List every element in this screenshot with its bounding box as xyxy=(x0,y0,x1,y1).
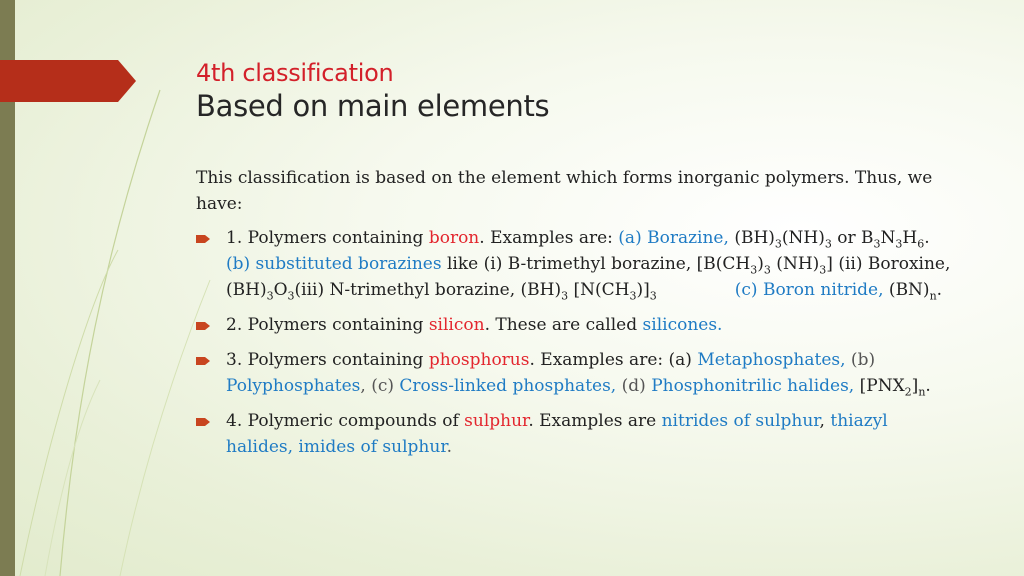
arrow-bullet-icon xyxy=(196,347,226,366)
example-link: thiazyl halides, imides of sulphur xyxy=(226,411,888,457)
arrow-bullet-icon xyxy=(196,408,226,427)
element-name: phosphorus xyxy=(428,350,530,370)
slide-subtitle: 4th classification xyxy=(196,59,394,87)
title-accent-arrow xyxy=(0,60,136,102)
arrow-bullet-icon xyxy=(196,312,226,331)
example-link: (a) Borazine, xyxy=(618,228,729,248)
example-link: Metaphosphates, xyxy=(697,350,846,370)
slide-body xyxy=(196,165,956,469)
example-link: silicones. xyxy=(642,315,723,335)
slide-title xyxy=(196,58,549,124)
example-link: Polyphosphates xyxy=(226,376,361,396)
bullet-item-sulphur xyxy=(196,408,956,460)
example-link: nitrides of sulphur xyxy=(661,411,820,431)
element-name: silicon xyxy=(428,315,485,335)
bullet-item-phosphorus xyxy=(196,347,956,399)
example-link: Phosphonitrilic halides, xyxy=(651,376,855,396)
bullet-text: 3. Polymers containing phosphorus. Examples are: (a) Metaphosphates, (b) Polyphosphates, (c) Cross-linked phosphates, (d) Phosphonitrilic halides, $[PNX_2]_n$. xyxy=(226,350,931,399)
example-link: (b) substituted borazines xyxy=(226,254,442,274)
example-link: Cross-linked phosphates, xyxy=(399,376,617,396)
bullet-text: 2. Polymers containing silicon. These are called silicones. xyxy=(226,315,723,335)
bullet-item-boron xyxy=(196,225,956,303)
element-name: sulphur xyxy=(464,411,529,431)
slide-main-title: Based on main elements xyxy=(196,89,550,123)
element-name: boron xyxy=(428,228,480,248)
intro-paragraph: This classification is based on the element which forms inorganic polymers. Thus, we have: xyxy=(196,168,933,214)
bullet-item-silicon xyxy=(196,312,956,338)
bullet-text: 1. Polymers containing boron. Examples are: (a) Borazine, $(BH)_3(NH)_3$ or $B_3N_3H_6$. (b) substituted borazines like (i) B-trimethyl borazine, [$B(CH_3)_3$ $(NH)_3$] (ii) Boroxine, $(BH)_3O_3(iii)$ N-trimethyl borazine, $(BH)_3$ $[N(CH_3)]_3$ (c) Boron nitride, $(BN)_n$. xyxy=(226,228,951,303)
arrow-bullet-icon xyxy=(196,225,226,244)
bullet-text: 4. Polymeric compounds of sulphur. Examples are nitrides of sulphur, thiazyl halides, imides of sulphur. xyxy=(226,411,888,457)
example-link: (c) Boron nitride xyxy=(734,280,879,300)
